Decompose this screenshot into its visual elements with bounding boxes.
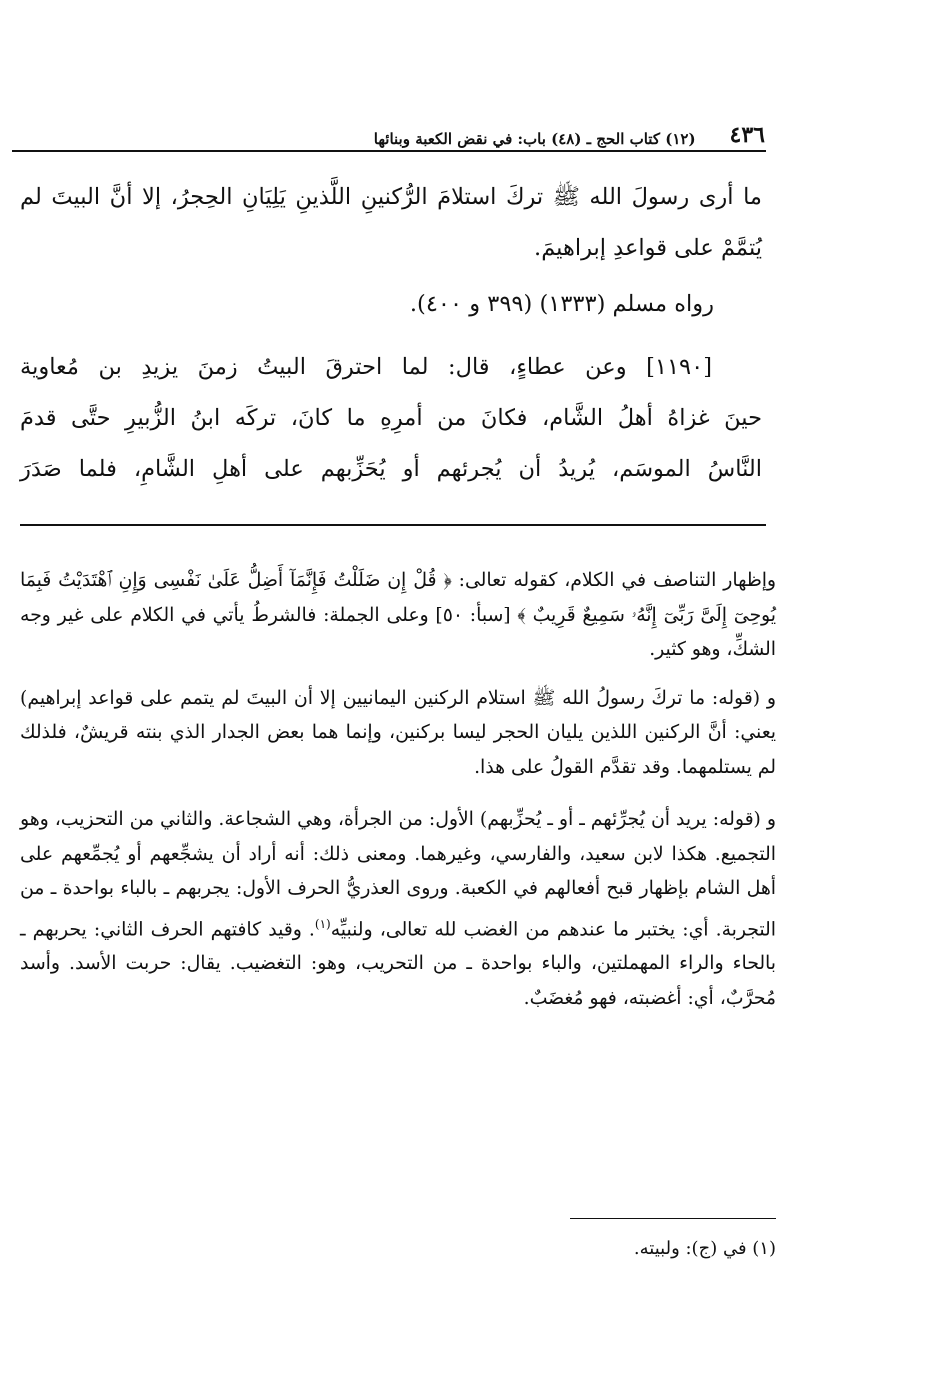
narration-line: حينَ غزاهُ أهلُ الشَّام، فكانَ من أمرِهِ ما كانَ، تركَه ابنُ الزُّبيرِ حتَّى قدمَ (20, 405, 762, 431)
commentary (20, 564, 776, 1034)
header-divider (12, 150, 766, 152)
hadith-text (20, 172, 762, 495)
commentary-paragraph: و (قوله: ما تركَ رسولُ الله ﷺ استلام الركنين اليمانيين إلا أن البيتَ لم يتمم على قواعد إبراهيم) يعني: أنَّ الركنين اللذين يليان الحجر ليسا بركنين، وإنما هما بعض الجدار الذي بنته قريشٌ، فلذلك لم يستلمهما. وقد تقدَّم القولُ على هذا. (20, 687, 776, 778)
page-number: ٤٣٦ (729, 122, 765, 148)
commentary-text: . وقيد كافتهم الحرف الثاني: يحربهم ـ بالحاء والراء المهملتين، والباء بواحدة ـ من التحريب، وهو: التغضيب. يقال: حربت الأسد. وأسد مُحرَّبٌ، أي: أغضبته، فهو مُغضَبٌ. (20, 918, 776, 1009)
narration-line: النَّاسُ الموسَم، يُريدُ أن يُجرئهم أو يُحَزِّبهم على أهلِ الشَّامِ، فلما صَدَرَ (20, 456, 762, 482)
commentary-paragraph (20, 803, 776, 1016)
footnote-reference: (١) (314, 916, 331, 931)
hadith-narration (20, 342, 762, 495)
page-header (18, 108, 765, 148)
hadith-paragraph: ما أرى رسولَ الله ﷺ تركَ استلامَ الرُّكنينِ اللَّذينِ يَلِيَانِ الحِجرُ، إلا أنَّ البيتَ لم يُتمَّمْ على قواعدِ إبراهيمَ. (20, 184, 762, 261)
commentary-paragraph: وإظهار التناصف في الكلام، كقوله تعالى: ﴿ قُلْ إِن ضَلَلْتُ فَإِنَّمَآ أَضِلُّ عَلَىٰ نَفْسِى وَإِنِ ٱهْتَدَيْتُ فَبِمَا يُوحِىٓ إِلَىَّ رَبِّىٓ إِنَّهُۥ سَمِيعٌ قَرِيبٌ ﴾ [سبأ: ٥٠] وعلى الجملة: فالشرطُ يأتي في الكلام على غير وجه الشكِّ، وهو كثير. (20, 570, 776, 660)
running-title: (١٢) كتاب الحج ـ (٤٨) باب: في نقض الكعبة وبنائها (373, 130, 696, 148)
commentary-text: و (قوله: يريد أن يُجرِّئهم ـ أو ـ يُحزِّبهم) الأول: من الجرأة، وهي الشجاعة. والثاني من التحزيب، وهو التجميع. هكذا لابن سعيد، والفارسي، وغيرهما. ومعنى ذلك: أنه أراد أن يشجِّعهم أو يُجمِّعهم على أهل الشام بإظهار قبح أفعالهم في الكعبة. وروى العذريُّ الحرف الأول: يجربهم ـ بالباء بواحدة ـ من التجربة. أي: يختبر ما عندهم من الغضب لله تعالى، ولنبيِّه (20, 809, 776, 940)
commentary-divider (20, 524, 766, 526)
narration-line: [١١٩٠] وعن عطاءٍ، قال: لما احترقَ البيتُ زمنَ يزيدِ بن مُعاوية (20, 354, 712, 380)
hadith-source: رواه مسلم (١٣٣٣) (٣٩٩ و ٤٠٠). (409, 291, 714, 317)
footnote: (١) في (ج): ولبيته. (633, 1238, 776, 1259)
footnote-divider (570, 1218, 776, 1219)
